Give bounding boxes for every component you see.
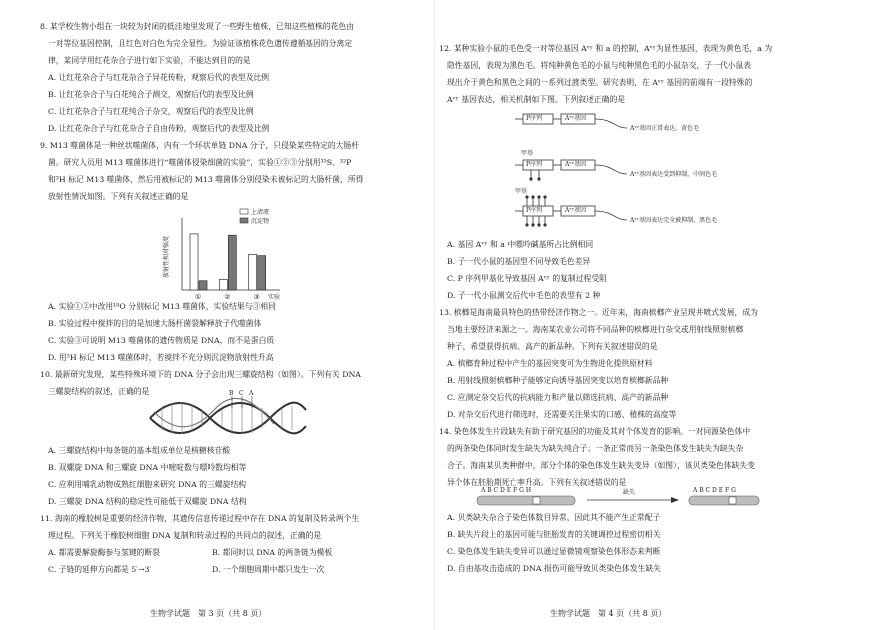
x-tick-label: ① (194, 293, 202, 301)
q8-option-b: B. 让红花杂合子与白花纯合子测交，观察后代的表型及比例 (48, 90, 254, 99)
q9-option-d: D. 用³H 标记 M13 噬菌体时，若搅拌不充分则沉淀物放射性升高 (48, 353, 274, 362)
page-footer: 生物学试题 第 4 页（共 8 页） (550, 609, 667, 618)
q8-option-d: D. 让红花杂合子与红花杂合子自由传粉，观察后代的表型及比例 (48, 124, 270, 133)
q13-stem-line: 种子，希望获得抗病、高产的新品种。下列有关叙述错误的是 (447, 342, 658, 351)
methyl-label: 甲基 (521, 150, 534, 157)
q12-option-a: A. 基因 Aᵛʸ 和 a 中嘌呤碱基所占比例相同 (447, 240, 594, 249)
chromosome-genes-before: A B C D E F G H (481, 487, 532, 494)
q13-option-a: A. 槟榔育种过程中产生的基因突变可为生物进化提供原材料 (447, 359, 653, 368)
q11-option-a: A. 都需要解旋酶参与氢键的断裂 (48, 548, 160, 557)
q14-stem-line: 异个体在胚胎期死亡率升高。下列有关叙述错误的是 (447, 478, 627, 487)
legend-label: 上清液 (251, 209, 270, 216)
gene-label: Aᵛʸ基因 (565, 161, 587, 168)
q10-option-c: C. 应利用哺乳动物成熟红细胞来研究 DNA 的三螺旋结构 (48, 480, 247, 489)
q11-option-d: D. 一个细胞周期中都只发生一次 (212, 565, 325, 574)
q13-option-b: B. 用射线照射槟榔种子能够定向诱导基因突变以培育槟榔新品种 (447, 376, 669, 385)
q14-option-a: A. 贝类缺失杂合子染色体数目异常，因此其不能产生正常配子 (447, 513, 661, 522)
gene-label: Aᵛʸ基因 (565, 115, 587, 122)
row-note-intermediate: Aᵛʸ基因表达受到抑制，中间色毛 (630, 171, 718, 178)
q12-option-b: B. 子一代小鼠的基因型不同导致毛色差异 (447, 257, 591, 266)
q14-option-d: D. 自由基攻击造成的 DNA 损伤可能导致贝类染色体发生缺失 (447, 564, 661, 573)
x-tick-label: ③ (253, 293, 260, 301)
q14-stem-line: 的两条染色体同时发生缺失为缺失纯合子；一条正常而另一条染色体发生缺失为缺失杂 (447, 444, 744, 453)
q14-option-b: B. 缺失片段上的基因可能与胚胎发育的关键调控过程密切相关 (447, 530, 661, 539)
q9-stem-line: 9. M13 噬菌体是一种丝状噬菌体，内有一个环状单链 DNA 分子，只侵染某些特定的大肠杆 (40, 141, 360, 150)
q13-option-d: D. 对杂交后代进行筛选时，还需要关注果实的口感、植株的高度等 (447, 410, 677, 419)
x-tick-label: ② (224, 293, 231, 301)
q12-option-d: D. 子一代小鼠测交后代中毛色的表型有 2 种 (447, 291, 601, 300)
y-axis-label: 放射性相对强度 (163, 235, 170, 279)
q9-option-b: B. 实验过程中搅拌的目的是加速大肠杆菌裂解释放子代噬菌体 (48, 319, 262, 328)
q8-stem-line: 8. 某学校生物小组在一块较为封闭的低洼地里发现了一些野生植株，已知这些植株的花色由 (40, 22, 354, 31)
q11-stem-line: 11. 海南的橡胶树是重要的经济作物，其遗传信息传递过程中存在 DNA 的复制及转录两个生 (40, 514, 360, 523)
q13-stem-line: 当地主要经济来源之一。海南某农业公司将不同品种的槟榔进行杂交或用射线照射槟榔 (447, 325, 744, 334)
q12-option-c: C. P 序列甲基化导致基因 Aᵛʸ 的复制过程受阻 (447, 274, 607, 283)
row-note-yellow: Aᵛʸ基因正常表达，黄色毛 (630, 125, 700, 132)
q8-option-c: C. 让红花杂合子与红花纯合子杂交，观察后代的表型及比例 (48, 107, 254, 116)
bar-supernatant (190, 234, 198, 290)
q13-stem-line: 13. 槟榔是海南最具特色的热带经济作物之一。近年来，海南槟榔产业呈现井喷式发展，成为 (439, 308, 758, 317)
q10-option-a: A. 三螺旋结构中每条链的基本组成单位是核糖核苷酸 (48, 446, 231, 455)
radioactivity-bar-chart (160, 206, 300, 302)
legend-swatch (240, 218, 248, 223)
q12-stem-line: 12. 某种实验小鼠的毛色受一对等位基因 Aᵛʸ 和 a 的控制，Aᵛʸ为显性基因，表现为黄色毛，a 为 (439, 44, 773, 53)
row-note-black: Aᵛʸ基因表达完全被抑制，黑色毛 (630, 217, 718, 224)
bar-precipitate (258, 256, 266, 290)
q10-stem-line: 三螺旋结构的叙述，正确的是 (48, 387, 150, 396)
bar-precipitate (199, 281, 207, 290)
q8-stem-line: 律，某同学用红花杂合子进行如下实验，不能达到目的的是 (48, 56, 251, 65)
q9-stem-line: 和³H 标记 M13 噬菌体，然后用被标记的 M13 噬菌体分别侵染未被标记的大肠杆菌，所得 (48, 175, 364, 184)
q11-option-b: B. 都同时以 DNA 的两条链为模板 (212, 548, 333, 557)
dna-triple-helix-diagram (148, 396, 308, 440)
q8-option-a: A. 让红花杂合子与红花杂合子异花传粉，观察后代的表型及比例 (48, 73, 270, 82)
q8-stem-line: 一对等位基因控制，且红色对白色为完全显性。为验证该植株花色遗传遵循基因的分离定 (48, 39, 353, 48)
p-sequence-label: P序列 (526, 161, 543, 168)
q9-option-c: C. 实验③可说明 M13 噬菌体的遗传物质是 DNA，而不是蛋白质 (48, 336, 275, 345)
q12-stem-line: 现出介于黄色和黑色之间的一系列过渡类型。研究表明，在 Aᵛʸ 基因的前端有一段特殊的 (447, 78, 753, 87)
q13-option-c: C. 应测定杂交后代的抗病能力和产量以筛选抗病、高产的新品种 (447, 393, 669, 402)
q12-stem-line: 隐性基因，表现为黑色毛。将纯种黄色毛的小鼠与纯种黑色毛的小鼠杂交，子一代小鼠表 (447, 61, 752, 70)
bar-supernatant (219, 279, 227, 290)
p-sequence-label: P序列 (526, 115, 543, 122)
bar-precipitate (228, 235, 236, 290)
methylation-diagram (515, 108, 785, 236)
p-sequence-label: P序列 (526, 207, 543, 214)
q9-option-a: A. 实验①②中改用¹⁸O 分别标记 M13 噬菌体，实验结果与③相同 (48, 302, 276, 311)
chromosome-genes-after: A B C D E F G (693, 487, 736, 494)
q14-stem-line: 14. 染色体发生片段缺失有助于研究基因的功能及其对个体发育的影响。一对同源染色体中 (439, 427, 751, 436)
q9-stem-line: 放射性情况如图。下列有关叙述正确的是 (48, 192, 189, 201)
helix-label-b: B (229, 390, 234, 397)
x-axis-label: 实验 (267, 294, 281, 301)
helix-label-a: A (249, 390, 254, 397)
deletion-arrow-label: 缺失 (623, 489, 636, 496)
q10-stem-line: 10. 最新研究发现，某些特殊环境下的 DNA 分子会出现三螺旋结构（如图）。下列有关 DNA (40, 370, 361, 379)
page-4 (435, 0, 870, 630)
q10-option-d: D. 三螺旋 DNA 结构的稳定性可能低于双螺旋 DNA 结构 (48, 497, 247, 506)
q12-stem-line: Aᵛʸ 基因表达，相关机制如下图。下列叙述正确的是 (447, 95, 626, 104)
page-footer: 生物学试题 第 3 页（共 8 页） (150, 609, 267, 618)
helix-label-c: C (239, 390, 244, 397)
legend-label: 沉淀物 (251, 218, 270, 225)
q10-option-b: B. 双螺旋 DNA 和三螺旋 DNA 中嘧啶数与嘌呤数均相等 (48, 463, 247, 472)
q11-option-c: C. 子链的延伸方向都是 5′→3′ (48, 565, 152, 574)
q14-stem-line: 合子。海南某贝类种群中，部分个体的染色体发生缺失变异（如图），该贝类染色体缺失变 (447, 461, 755, 470)
legend-swatch (240, 209, 248, 214)
q11-stem-line: 理过程。下列关于橡胶树细胞 DNA 复制和转录过程的共同点的叙述，正确的是 (48, 531, 322, 540)
q9-stem-line: 菌。研究人员用 M13 噬菌体进行“噬菌体侵染细菌的实验”，实验①②③分别用³⁵S、³²P (48, 158, 352, 167)
methyl-label: 甲基 (515, 188, 528, 195)
q14-option-c: C. 染色体发生缺失变异可以通过显微镜观察染色体形态来判断 (447, 547, 661, 556)
bar-supernatant (249, 254, 257, 290)
gene-label: Aᵛʸ基因 (565, 207, 587, 214)
chromosome-deletion-diagram (475, 486, 765, 512)
